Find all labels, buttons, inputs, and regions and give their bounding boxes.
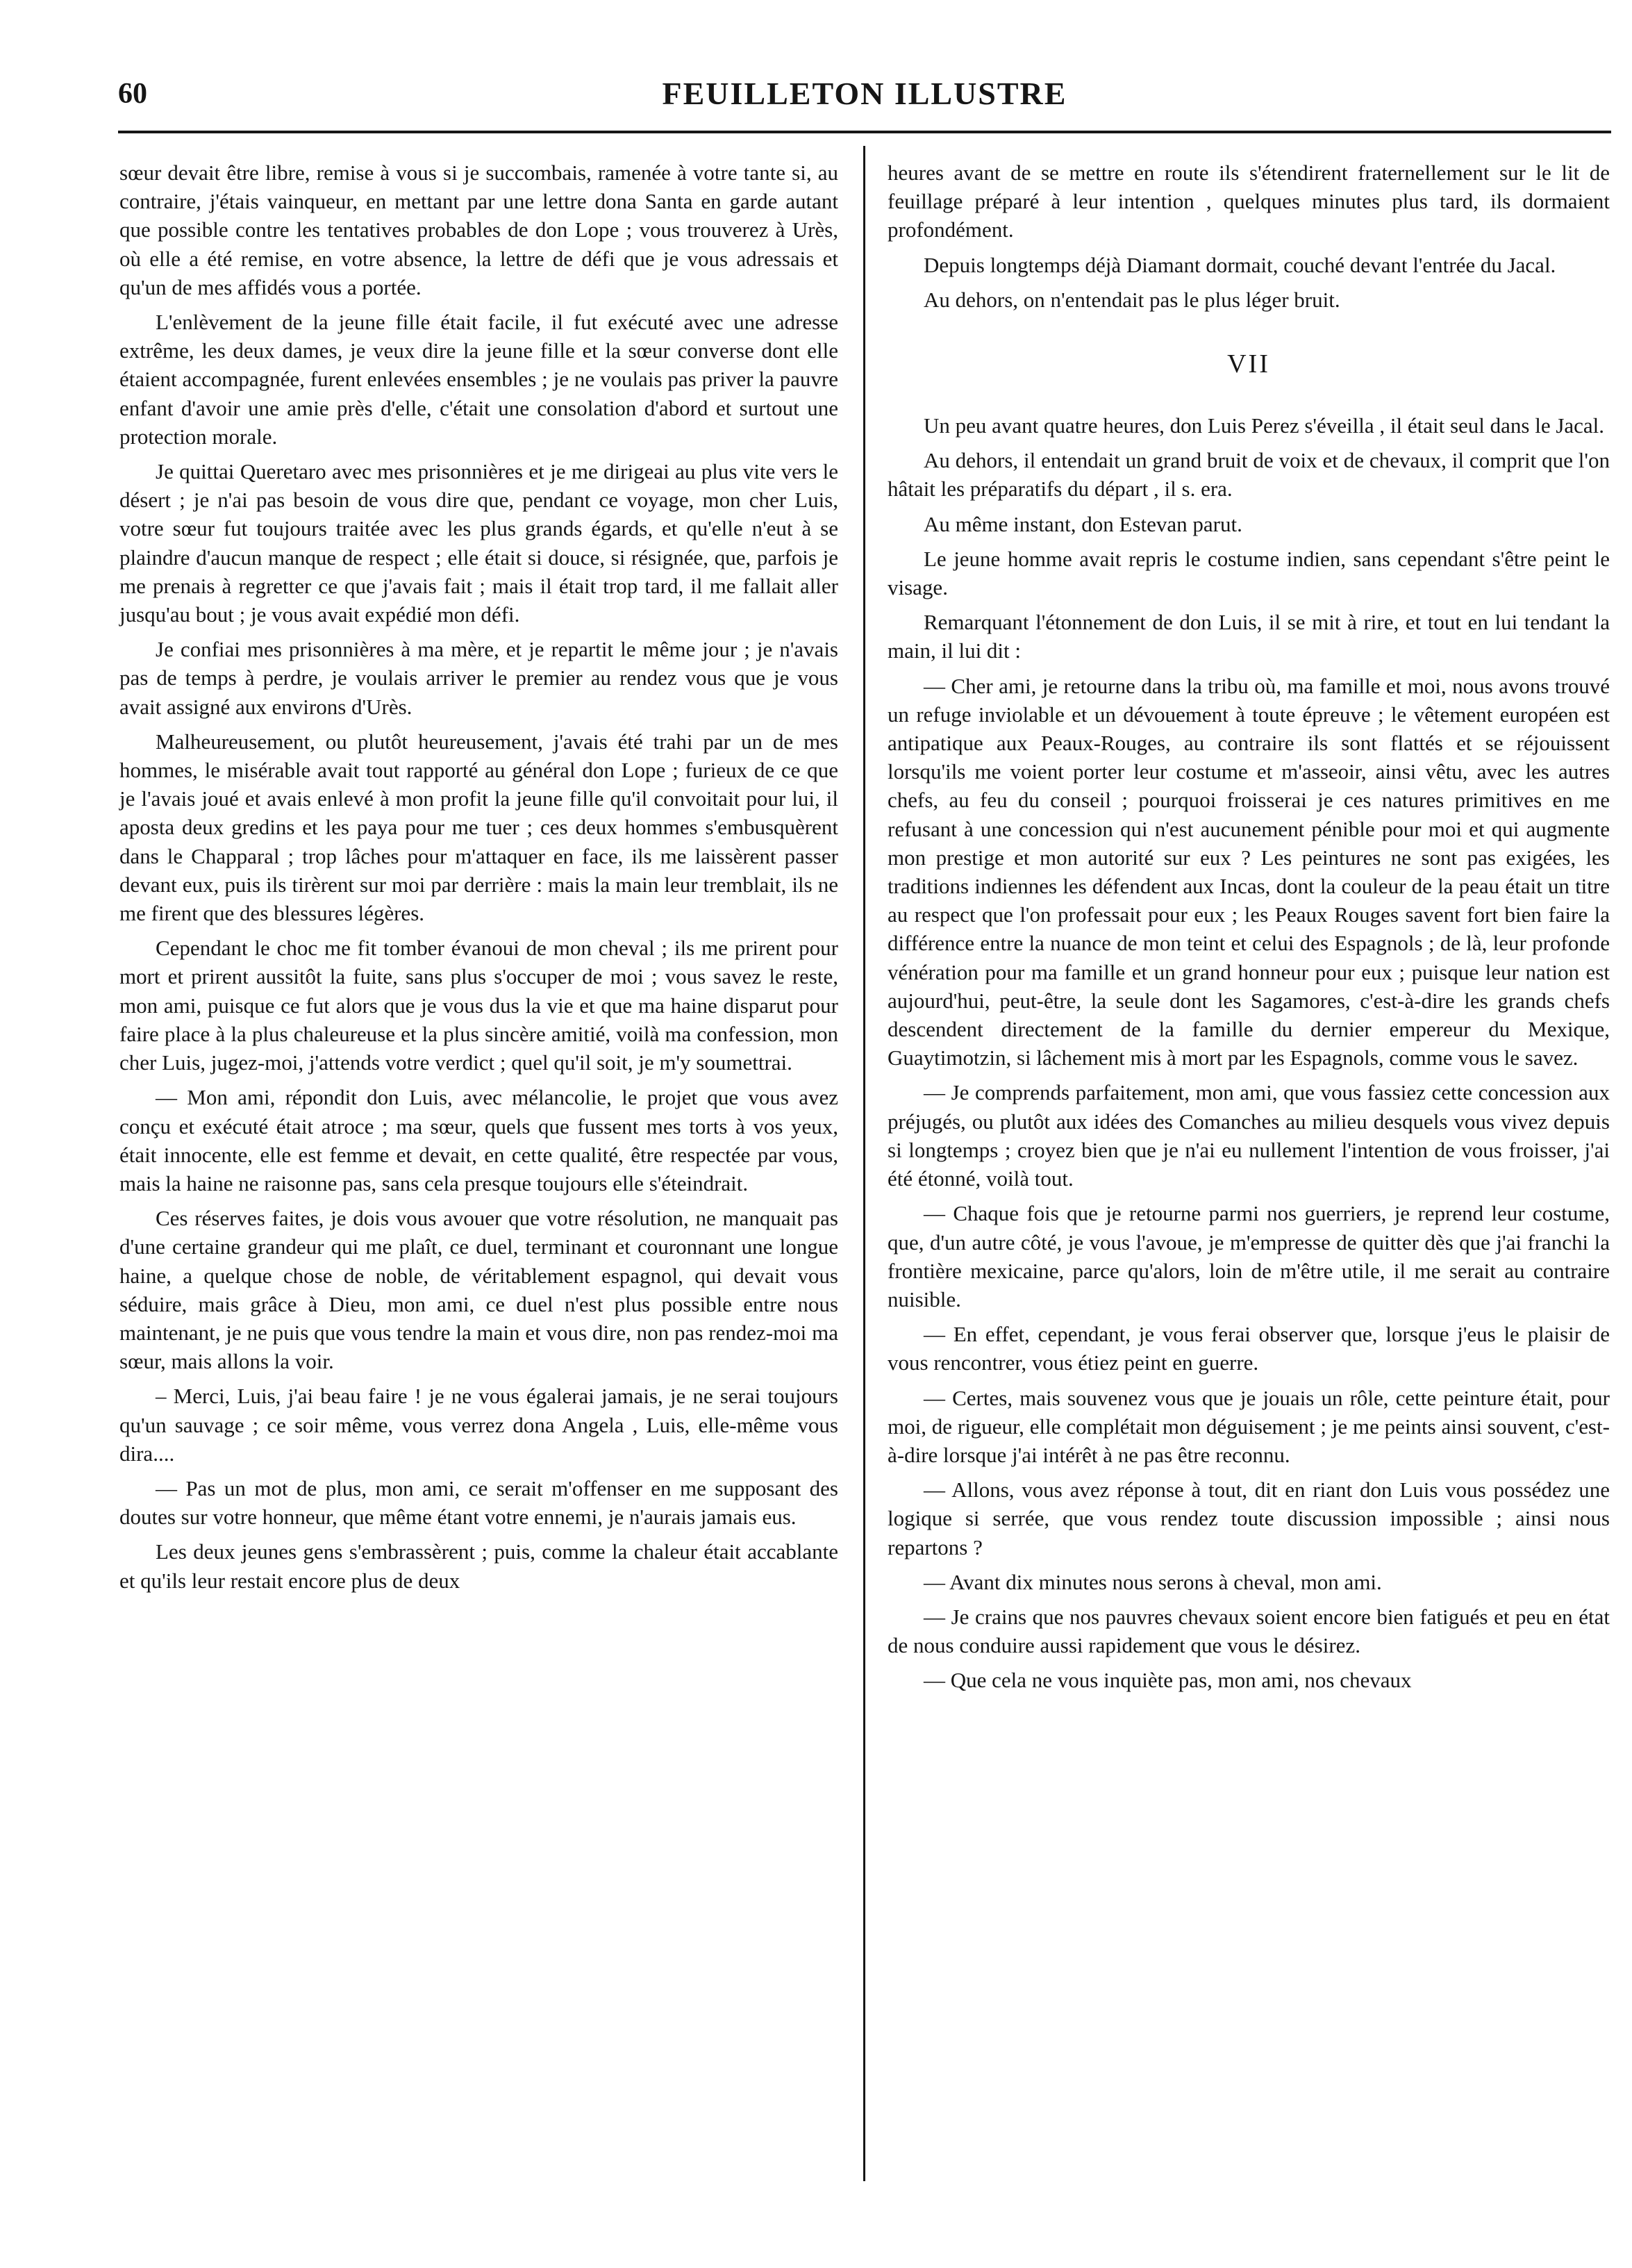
paragraph: — Certes, mais souvenez vous que je jouais un rôle, cette peinture était, pour moi, de rigueur, elle complétait mon déguisement ; je me peints ainsi souvent, c'est-à-dire lorsque j'ai intérêt à ne pas être reconnu. — [888, 1385, 1610, 1467]
paragraph: — Cher ami, je retourne dans la tribu où, ma famille et moi, nous avons trouvé un refuge inviolable et un dévouement à toute épreuve ; le vêtement européen est antipatique aux Peaux-Rouges, au contraire ils sont flattés et se réjouissent lorsqu'ils me voient porter leur costume et m'asseoir, ainsi vêtu, avec les autres chefs, au feu du conseil ; pourquoi froisserai je ces natures primitives en me refusant à une concession qui n'est aucunement pénible pour moi et qui augmente mon prestige et mon autorité sur eux ? Les peintures ne sont pas exigées, les traditions indiennes les défendent aux Incas, dont la couleur de la peau était un titre au respect que l'on professait pour eux ; les Peaux Rouges savent fort bien faire la différence entre la nuance de mon teint et celui des Espagnols ; de là, leur profonde vénération pour ma famille et un grand honneur pour eux ; puisque leur nation est aujourd'hui, peut-être, la seule dont les Sagamores, c'est-à-dire les grands chefs descendent directement de la famille du dernier empereur du Mexique, Guaytimotzin, si lâchement mis à mort par les Espagnols, comme vous le savez. — [888, 673, 1610, 1070]
paragraph: Malheureusement, ou plutôt heureusement, j'avais été trahi par un de mes hommes, le misérable avait tout rapporté au général don Lope ; furieux de ce que je l'avais joué et avais enlevé à mon profit la jeune fille qu'il convoitait pour lui, il aposta deux gredins et les paya pour me tuer ; ces deux hommes s'embusquèrent dans le Chapparal ; trop lâches pour m'attaquer en face, ils me laissèrent passer devant eux, puis ils tirèrent sur moi par derrière : mais la main leur tremblait, ils ne me firent que des blessures légères. — [119, 729, 838, 926]
paragraph: — Je comprends parfaitement, mon ami, que vous fassiez cette concession aux préjugés, ou plutôt aux idées des Comanches au milieu desquels vous vivez depuis si longtemps ; croyez bien que je n'ai eu nullement l'intention de vous froisser, j'ai été étonné, voilà tout. — [888, 1080, 1610, 1191]
paragraph: — Mon ami, répondit don Luis, avec mélancolie, le projet que vous avez conçu et exécuté était atroce ; ma sœur, quels que fussent mes torts à vos yeux, était innocente, elle est femme et devait, en cette qualité, être respectée par vous, mais la haine ne raisonne pas, sans cela presque toujours elle s'éteindrait. — [119, 1085, 838, 1195]
paragraph: Au même instant, don Estevan parut. — [924, 511, 1242, 536]
paragraph: Je quittai Queretaro avec mes prisonnières et je me dirigeai au plus vite vers le désert ; je n'ai pas besoin de vous dire que, pendant ce voyage, mon cher Luis, votre sœur fut toujours traitée avec les plus grands égards, et qu'elle n'eut à se plaindre d'aucun manque de respect ; elle était si douce, si résignée, que, parfois je me prenais à regretter ce que j'avais fait ; mais il était trop tard, il me fallait aller jusqu'au bout ; je vous avait expédié mon défi. — [119, 459, 838, 627]
paragraph: heures avant de se mettre en route ils s'étendirent fraternellement sur le lit de feuillage préparé à leur intention , quelques minutes plus tard, ils dormaient profondément. — [888, 160, 1610, 242]
paragraph: – Merci, Luis, j'ai beau faire ! je ne vous égalerai jamais, je ne serai toujours qu'un sauvage ; ce soir même, vous verrez dona Angela , Luis, elle-même vous dira.... — [119, 1384, 838, 1466]
right-column — [888, 158, 1610, 1701]
paragraph: Les deux jeunes gens s'embrassèrent ; puis, comme la chaleur était accablante et qu'ils leur restait encore plus de deux — [119, 1539, 838, 1593]
paragraph: Le jeune homme avait repris le costume indien, sans cependant s'être peint le visage. — [888, 546, 1610, 600]
paragraph: — Je crains que nos pauvres chevaux soient encore bien fatigués et peu en état de nous conduire aussi rapidement que vous le désirez. — [888, 1604, 1610, 1658]
paragraph: Au dehors, on n'entendait pas le plus léger bruit. — [924, 287, 1340, 312]
running-title: FEUILLETON ILLUSTRE — [662, 76, 1067, 111]
paragraph: Depuis longtemps déjà Diamant dormait, couché devant l'entrée du Jacal. — [924, 252, 1556, 277]
paragraph: Remarquant l'étonnement de don Luis, il se mit à rire, et tout en lui tendant la main, il lui dit : — [888, 610, 1610, 663]
paragraph: — Chaque fois que je retourne parmi nos guerriers, je reprend leur costume, que, d'un autre côté, je vous l'avoue, je m'empresse de quitter dès que j'ai franchi la frontière mexicaine, parce qu'alors, loin de m'être utile, il me serait au contraire nuisible. — [888, 1201, 1610, 1311]
chapter-heading: VII — [1227, 349, 1270, 379]
paragraph: sœur devait être libre, remise à vous si je succombais, ramenée à votre tante si, au contraire, j'étais vainqueur, en mettant par une lettre dona Santa en garde autant que possible contre les tentatives probables de don Lope ; vous trouverez à Urès, où elle a été remise, en votre absence, la lettre de défi que je vous adressais et qu'un de mes affidés vous a portée. — [119, 160, 838, 299]
column-divider — [863, 146, 865, 2181]
paragraph: — Avant dix minutes nous serons à cheval, mon ami. — [924, 1569, 1382, 1594]
paragraph: — Pas un mot de plus, mon ami, ce serait m'offenser en me supposant des doutes sur votre honneur, que même étant votre ennemi, je n'aurais jamais eus. — [119, 1475, 838, 1530]
paragraph: Cependant le choc me fit tomber évanoui de mon cheval ; ils me prirent pour mort et prirent aussitôt la fuite, sans plus s'occuper de moi ; vous savez le reste, mon ami, puisque ce fut alors que je vous dus la vie et que ma haine disparut pour faire place à la plus chaleureuse et la plus sincère amitié, voilà ma confession, mon cher Luis, jugez-moi, j'attends votre verdict ; quel qu'il soit, je m'y soumettrai. — [119, 936, 838, 1075]
paragraph: Au dehors, il entendait un grand bruit de voix et de chevaux, il comprit que l'on hâtait les préparatifs du départ , il s. era. — [888, 448, 1610, 502]
paragraph: L'enlèvement de la jeune fille était facile, il fut exécuté avec une adresse extrême, les deux dames, je veux dire la jeune fille et la sœur converse dont elle étaient accompagnée, furent enlevées ensembles ; je ne voulais pas priver la pauvre enfant d'avoir une amie près d'elle, c'était une consolation d'abord et surtout une protection morale. — [119, 310, 838, 449]
left-column — [119, 158, 838, 1601]
paragraph: Un peu avant quatre heures, don Luis Perez s'éveilla , il était seul dans le Jacal. — [924, 413, 1605, 438]
page-header — [118, 69, 1611, 118]
paragraph: Je confiai mes prisonnières à ma mère, et je repartit le même jour ; je n'avais pas de temps à perdre, je voulais arriver le premier au rendez vous que je vous avait assigné aux environs d'Urès. — [119, 637, 838, 719]
paragraph: — Allons, vous avez réponse à tout, dit en riant don Luis vous possédez une logique si serrée, que vous rendez toute discussion impossible ; ainsi nous repartons ? — [888, 1477, 1610, 1559]
paragraph: — En effet, cependant, je vous ferai observer que, lorsque j'eus le plaisir de vous rencontrer, vous étiez peint en guerre. — [888, 1322, 1610, 1375]
page-number: 60 — [118, 78, 147, 110]
paragraph: — Que cela ne vous inquiète pas, mon ami, nos chevaux — [924, 1668, 1412, 1693]
header-rule — [118, 131, 1611, 133]
paragraph: Ces réserves faites, je dois vous avouer que votre résolution, ne manquait pas d'une certaine grandeur qui me plaît, ce duel, terminant et couronnant une longue haine, a quelque chose de noble, de véritablement espagnol, qui devait vous séduire, mais grâce à Dieu, mon ami, ce duel n'est plus possible entre nous maintenant, je ne puis que vous tendre la main et vous dire, non pas rendez-moi ma sœur, mais allons la voir. — [119, 1206, 838, 1374]
